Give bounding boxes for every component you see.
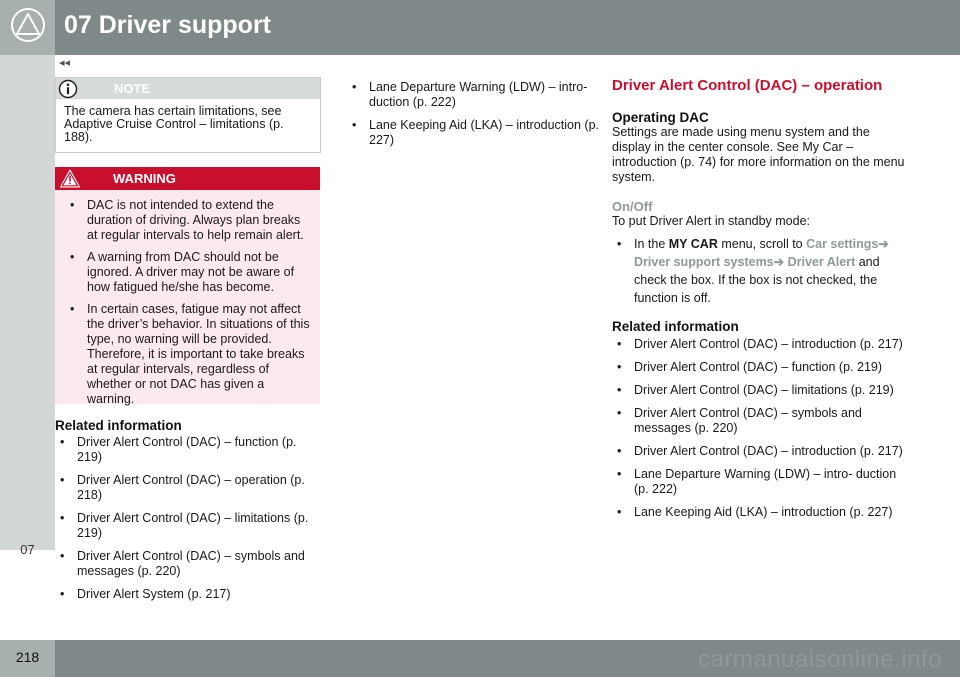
- related-link[interactable]: • Driver Alert Control (DAC) – function (p. 219): [55, 435, 320, 465]
- warning-icon: [59, 168, 81, 189]
- chapter-sidebar: [0, 55, 55, 557]
- page-footer: [0, 640, 960, 677]
- related-link[interactable]: • Driver Alert Control (DAC) – symbols and messages (p. 220): [55, 549, 320, 579]
- related-link[interactable]: • Driver Alert Control (DAC) – symbols and messages (p. 220): [612, 406, 910, 436]
- warning-item: • In certain cases, fatigue may not affect the driver’s behavior. In situations of this type, no warning will be provided. Therefore, it is important to take breaks at regular intervals, regardless of whether or not DAC has given a warning.: [65, 302, 312, 407]
- section-title: Driver Alert Control (DAC) – operation: [612, 77, 883, 94]
- watermark-text: carmanualsonline.info: [698, 646, 942, 673]
- related-heading: Related information: [55, 418, 182, 433]
- warning-triangle-icon: [10, 7, 46, 43]
- onoff-step: [612, 235, 910, 307]
- menu-path-driver-alert: Driver Alert: [787, 255, 856, 269]
- related-link[interactable]: • Lane Keeping Aid (LKA) – introduction (p. 227): [612, 505, 910, 520]
- related-link[interactable]: • Driver Alert Control (DAC) – limitations (p. 219): [612, 383, 910, 398]
- onoff-text: To put Driver Alert in standby mode:: [612, 214, 811, 228]
- related-link[interactable]: • Lane Keeping Aid (LKA) – introduction (p. 227): [347, 118, 607, 148]
- menu-path-driver-support: Driver support systems: [634, 255, 774, 269]
- page-number: 218: [15, 649, 40, 665]
- back-arrows-icon[interactable]: ◂◂: [59, 57, 71, 69]
- related-link[interactable]: • Lane Departure Warning (LDW) – intro- duction (p. 222): [612, 467, 910, 497]
- warning-item: • DAC is not intended to extend the duration of driving. Always plan breaks at regular intervals to help remain alert.: [65, 198, 312, 243]
- menu-name: MY CAR: [668, 237, 718, 251]
- related-link[interactable]: • Driver Alert System (p. 217): [55, 587, 320, 602]
- step-prefix: In the: [634, 237, 666, 251]
- step-suffix: and check the box. If the box is not checked, the function is off.: [634, 255, 880, 305]
- left-related-info: [55, 418, 320, 610]
- operating-text: Settings are made using menu system and the display in the center console. See My Car – introduction (p. 74) for more information on the menu system.: [612, 125, 905, 184]
- note-box: [55, 77, 321, 153]
- related-link[interactable]: • Driver Alert Control (DAC) – operation (p. 218): [55, 473, 320, 503]
- note-text: The camera has certain limitations, see Adaptive Cruise Control – limitations (p. 188).: [64, 104, 284, 144]
- arrow-right-icon: ➔: [773, 255, 785, 269]
- middle-related-list: [347, 80, 607, 156]
- info-icon: [58, 79, 78, 99]
- chapter-number: 07: [20, 542, 35, 557]
- warning-title: WARNING: [113, 171, 176, 186]
- related-link[interactable]: • Lane Departure Warning (LDW) – intro- duction (p. 222): [347, 80, 607, 110]
- related-link[interactable]: • Driver Alert Control (DAC) – limitations (p. 219): [55, 511, 320, 541]
- warning-header: [55, 167, 320, 190]
- warning-box: [55, 167, 320, 404]
- note-header: [56, 78, 320, 99]
- onoff-heading: On/Off: [612, 199, 653, 214]
- page-title: 07 Driver support: [64, 11, 272, 39]
- related-heading: Related information: [612, 319, 739, 334]
- warning-item: • A warning from DAC should not be ignored. A driver may not be aware of how fatigued he/she has become.: [65, 250, 312, 295]
- operating-heading: Operating DAC: [612, 110, 709, 125]
- step-mid: menu, scroll to: [721, 237, 803, 251]
- footer-corner: [0, 640, 55, 677]
- header-corner: [0, 0, 55, 55]
- related-link[interactable]: • Driver Alert Control (DAC) – introduction (p. 217): [612, 337, 910, 352]
- arrow-right-icon: ➔: [878, 237, 889, 251]
- operation-section: [612, 77, 910, 528]
- page-header: [0, 0, 960, 55]
- related-link[interactable]: • Driver Alert Control (DAC) – function (p. 219): [612, 360, 910, 375]
- menu-path-car-settings: Car settings: [806, 237, 879, 251]
- warning-list: [55, 190, 320, 407]
- related-link[interactable]: • Driver Alert Control (DAC) – introduction (p. 217): [612, 444, 910, 459]
- note-title: NOTE: [114, 81, 151, 96]
